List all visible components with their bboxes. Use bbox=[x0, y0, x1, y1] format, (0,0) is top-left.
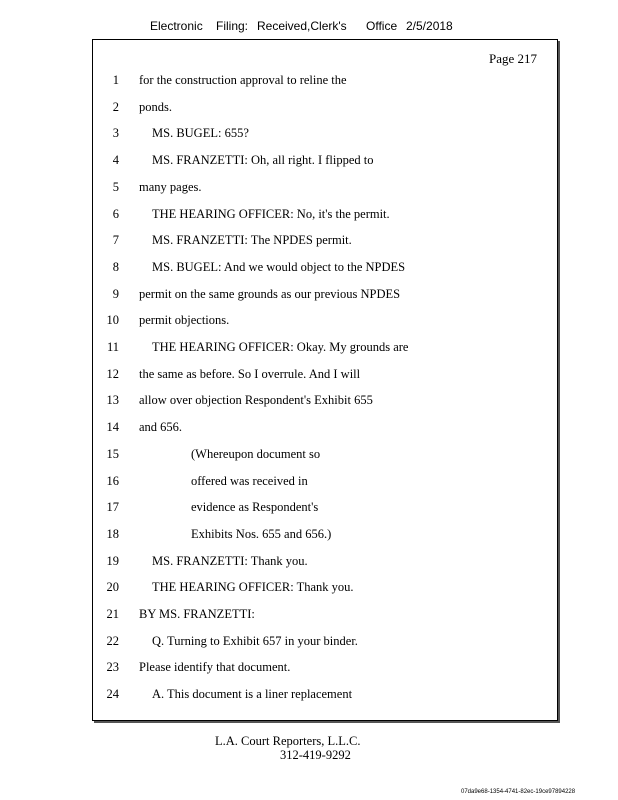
header-word-date: 2/5/2018 bbox=[406, 19, 453, 33]
line-number: 22 bbox=[106, 633, 119, 648]
transcript-line bbox=[93, 447, 557, 467]
line-text: Please identify that document. bbox=[139, 660, 291, 675]
line-text: THE HEARING OFFICER: Thank you. bbox=[152, 580, 354, 595]
line-number: 10 bbox=[106, 313, 119, 328]
transcript-line bbox=[93, 420, 557, 440]
line-number: 6 bbox=[112, 206, 119, 221]
line-number: 16 bbox=[106, 473, 119, 488]
transcript-line bbox=[93, 126, 557, 146]
line-number: 24 bbox=[106, 687, 119, 702]
page-number: Page 217 bbox=[488, 51, 537, 66]
transcript-line bbox=[93, 367, 557, 387]
line-text: MS. FRANZETTI: Thank you. bbox=[152, 553, 308, 568]
line-number: 5 bbox=[112, 179, 119, 194]
line-text: the same as before. So I overrule. And I will bbox=[139, 366, 361, 381]
line-text: BY MS. FRANZETTI: bbox=[139, 607, 255, 621]
line-text: and 656. bbox=[139, 420, 183, 435]
transcript-line bbox=[93, 207, 557, 227]
line-text: (Whereupon document so bbox=[191, 446, 321, 461]
line-number: 7 bbox=[112, 233, 119, 248]
transcript-line bbox=[93, 660, 557, 680]
transcript-line bbox=[93, 607, 557, 627]
transcript-line bbox=[93, 527, 557, 547]
line-number: 15 bbox=[106, 446, 119, 461]
transcript-line bbox=[93, 100, 557, 120]
line-text: ponds. bbox=[139, 99, 172, 114]
line-text: THE HEARING OFFICER: Okay. My grounds are bbox=[152, 340, 409, 354]
footer-phone: 312-419-9292 bbox=[280, 748, 351, 762]
transcript-line bbox=[93, 580, 557, 600]
line-text: MS. FRANZETTI: The NPDES permit. bbox=[152, 233, 352, 248]
transcript-line bbox=[93, 153, 557, 173]
line-text: for the construction approval to reline the bbox=[139, 73, 347, 87]
line-text: permit on the same grounds as our previous NPDES bbox=[139, 286, 401, 301]
line-text: permit objections. bbox=[139, 313, 230, 328]
line-number: 14 bbox=[106, 420, 119, 435]
transcript-line bbox=[93, 233, 557, 253]
line-number: 18 bbox=[106, 526, 119, 541]
line-number: 23 bbox=[106, 660, 119, 675]
line-number: 17 bbox=[106, 500, 119, 515]
transcript-line bbox=[93, 340, 557, 360]
line-text: A. This document is a liner replacement bbox=[152, 687, 353, 702]
transcript-line bbox=[93, 634, 557, 654]
transcript-line bbox=[93, 73, 557, 93]
line-text: MS. BUGEL: And we would object to the NPDES bbox=[152, 259, 406, 274]
line-number: 4 bbox=[112, 153, 119, 168]
transcript-line bbox=[93, 180, 557, 200]
line-number: 13 bbox=[106, 393, 119, 408]
header-word-office: Office bbox=[366, 19, 398, 33]
line-text: allow over objection Respondent's Exhibit 655 bbox=[139, 393, 373, 408]
transcript-line bbox=[93, 287, 557, 307]
line-number: 21 bbox=[106, 607, 119, 621]
line-text: Exhibits Nos. 655 and 656.) bbox=[191, 526, 332, 541]
line-number: 12 bbox=[106, 366, 119, 381]
line-number: 19 bbox=[106, 553, 119, 568]
electronic-filing-header bbox=[0, 19, 618, 37]
transcript-line bbox=[93, 554, 557, 574]
footer-company: L.A. Court Reporters, L.L.C. bbox=[215, 734, 361, 748]
transcript-line bbox=[93, 500, 557, 520]
line-text: Q. Turning to Exhibit 657 in your binder. bbox=[152, 633, 358, 648]
document-id: 07da9e68-1354-4741-82ec-19ce97894228 bbox=[461, 789, 576, 795]
line-number: 3 bbox=[112, 126, 119, 141]
header-word-filing: Filing: bbox=[216, 19, 249, 33]
line-number: 2 bbox=[112, 99, 119, 114]
header-word-electronic: Electronic bbox=[150, 19, 203, 33]
line-number: 8 bbox=[112, 259, 119, 274]
line-text: MS. FRANZETTI: Oh, all right. I flipped to bbox=[152, 153, 374, 168]
transcript-line bbox=[93, 260, 557, 280]
line-number: 20 bbox=[106, 580, 119, 595]
line-text: evidence as Respondent's bbox=[191, 500, 319, 515]
transcript-page bbox=[92, 39, 558, 721]
line-text: THE HEARING OFFICER: No, it's the permit. bbox=[152, 206, 390, 221]
line-text: many pages. bbox=[139, 179, 202, 194]
transcript-line bbox=[93, 393, 557, 413]
line-number: 9 bbox=[112, 286, 119, 301]
transcript-line bbox=[93, 687, 557, 707]
transcript-line bbox=[93, 313, 557, 333]
line-text: MS. BUGEL: 655? bbox=[152, 126, 249, 141]
line-number: 11 bbox=[106, 340, 119, 354]
line-number: 1 bbox=[112, 73, 119, 87]
transcript-line bbox=[93, 474, 557, 494]
header-word-received-clerks: Received,Clerk's bbox=[257, 19, 347, 33]
line-text: offered was received in bbox=[191, 473, 308, 488]
